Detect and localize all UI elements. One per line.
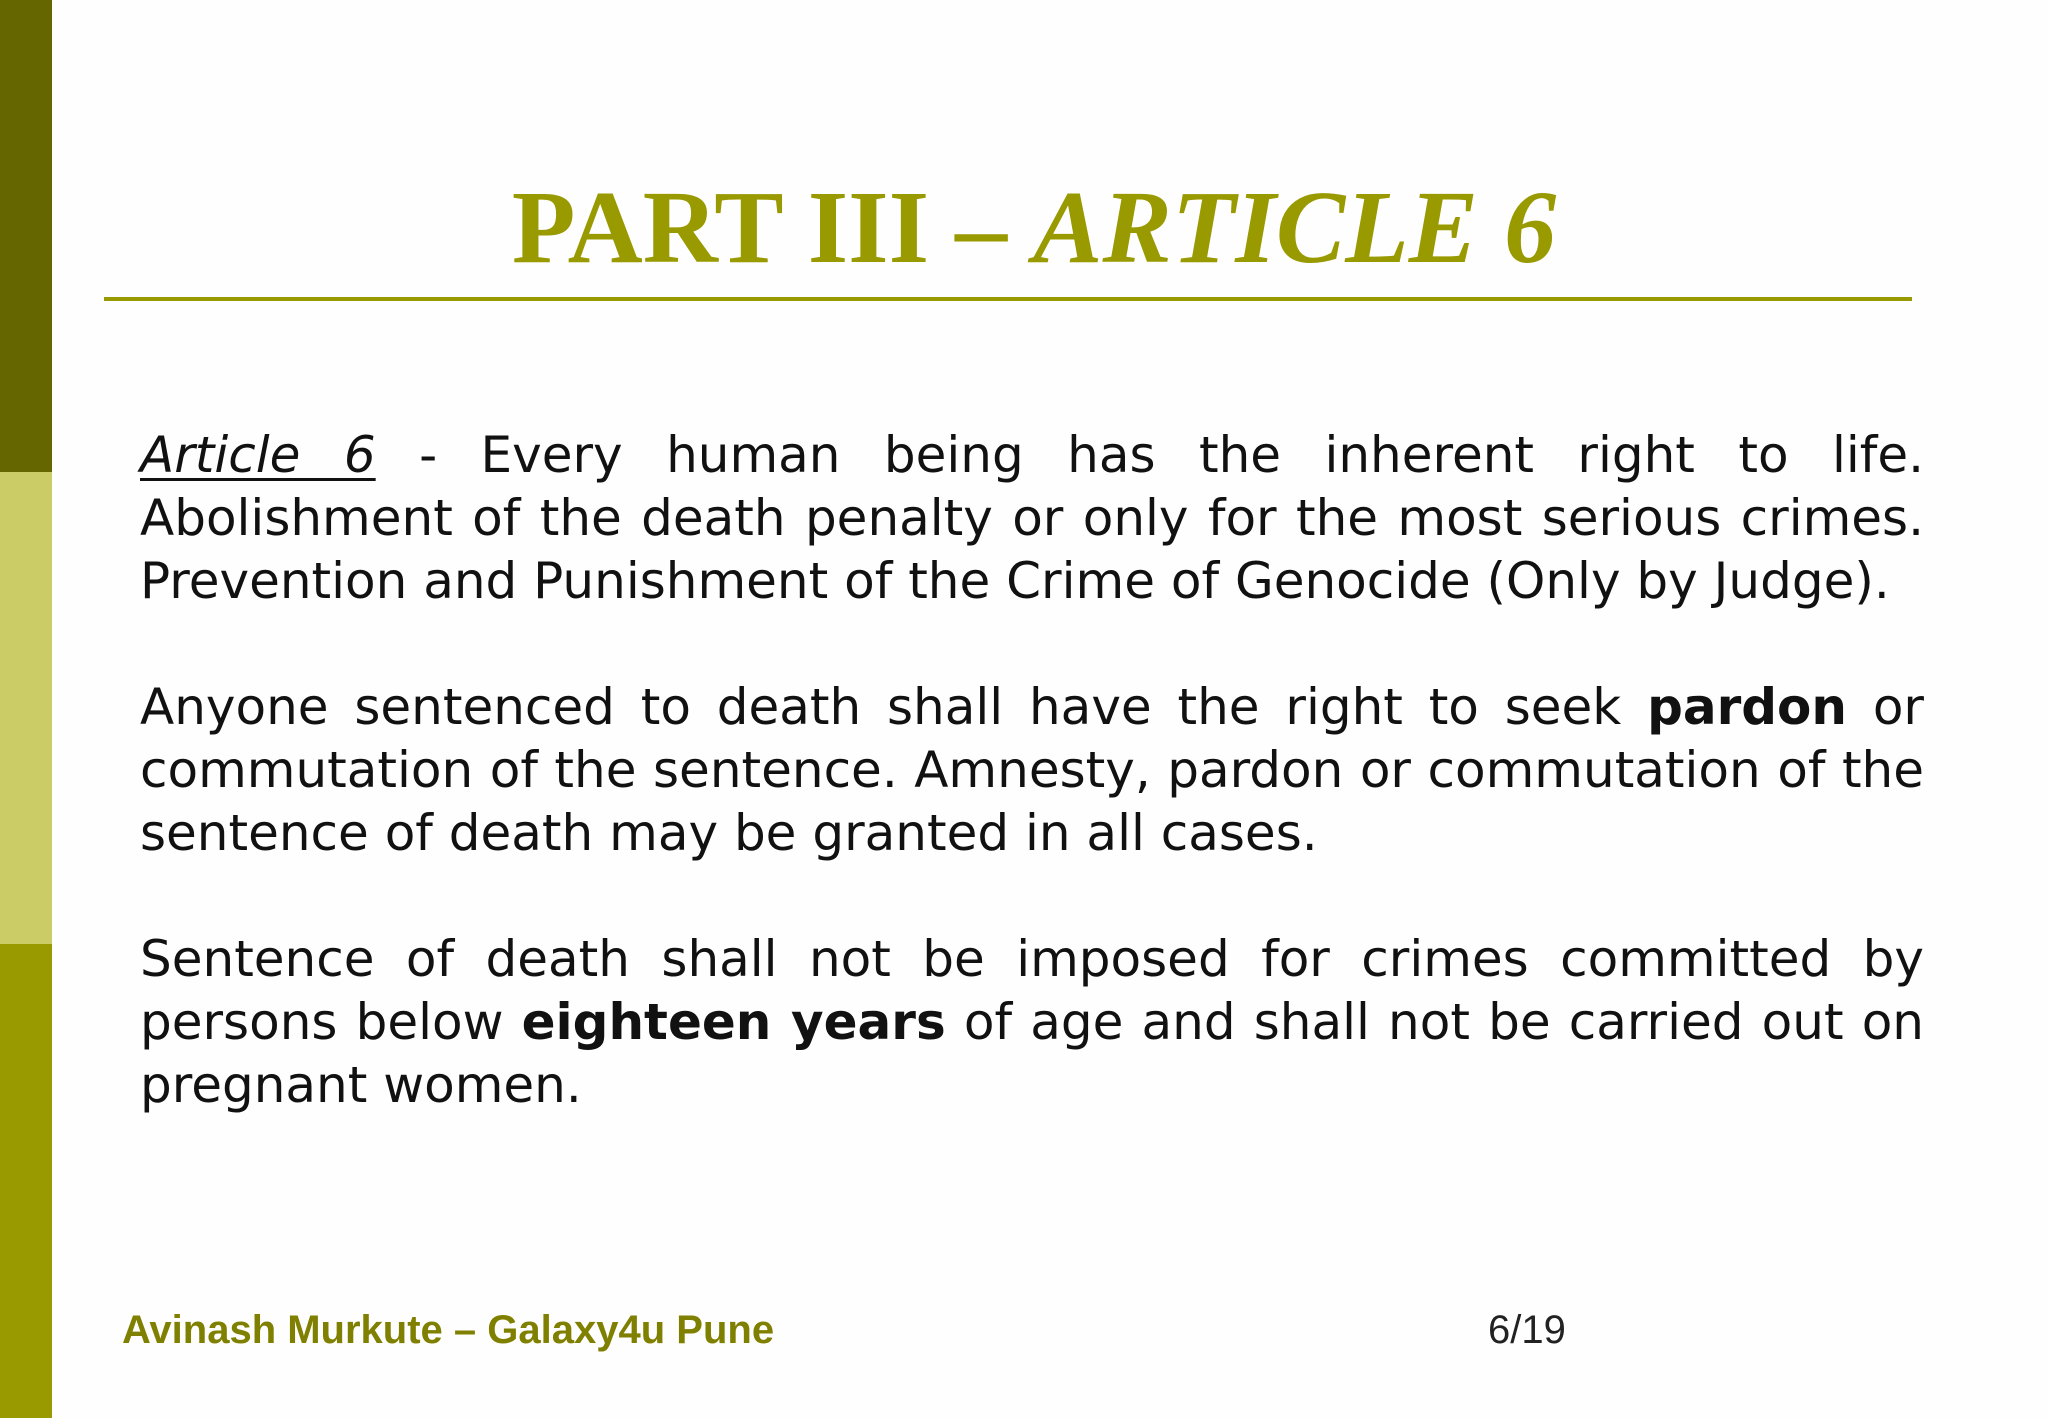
paragraph-3-text-before: Sentence of death shall not be imposed for crimes committed by persons below — [140, 930, 1924, 1051]
footer-author: Avinash Murkute – Galaxy4u Pune — [122, 1308, 775, 1352]
title-rule — [104, 297, 1912, 301]
paragraph-2-text-before: Anyone sentenced to death shall have the right to seek — [140, 678, 1648, 736]
stripe-top — [0, 0, 52, 472]
paragraph-3-text-after: of age and shall not be carried out on pregnant women. — [140, 993, 1924, 1114]
slide-title — [104, 168, 1964, 288]
title-italic: ARTICLE 6 — [1033, 170, 1557, 285]
title-main: PART III – — [511, 170, 1034, 285]
paragraph-2-text-after: or commutation of the sentence. Amnesty, pardon or commutation of the sentence of death may be granted in all cases. — [140, 678, 1924, 862]
paragraph-2-bold: pardon — [1647, 678, 1848, 736]
paragraph-3 — [140, 928, 1924, 1117]
article-reference: Article 6 — [140, 426, 376, 484]
paragraph-1 — [140, 424, 1924, 613]
article-body — [140, 424, 1924, 1117]
stripe-bottom — [0, 944, 52, 1418]
paragraph-3-bold: eighteen years — [521, 993, 946, 1051]
stripe-middle — [0, 472, 52, 944]
paragraph-2 — [140, 676, 1924, 865]
paragraph-1-text: - Every human being has the inherent right to life. Abolishment of the death penalty or only for the most serious crimes. Prevention and Punishment of the Crime of Genocide (Only by Judge). — [140, 426, 1925, 610]
page-number: 6/19 — [1488, 1308, 1566, 1352]
